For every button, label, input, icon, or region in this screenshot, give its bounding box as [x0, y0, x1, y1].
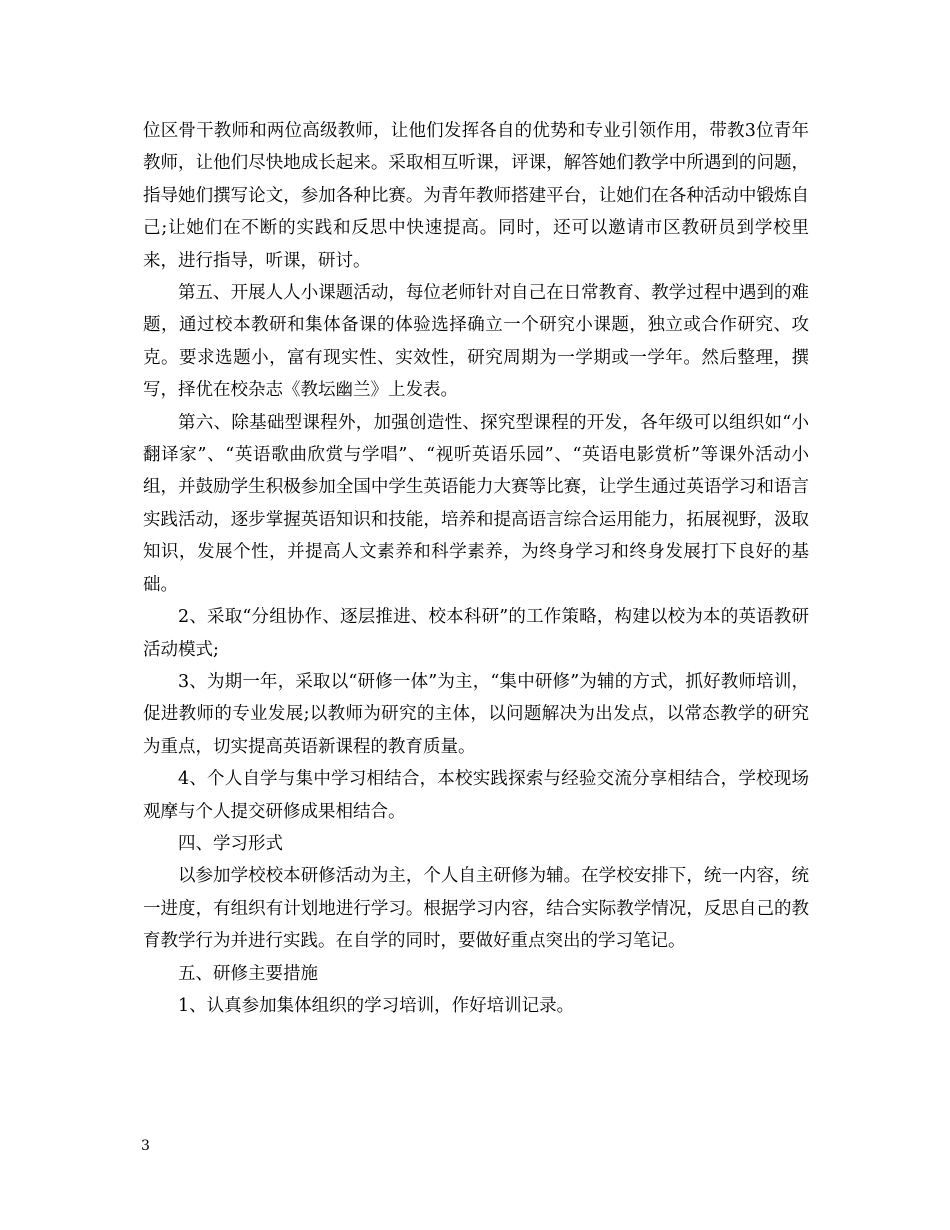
- paragraph-measure-1: 1、认真参加集体组织的学习培训，作好培训记录。: [178, 995, 575, 1016]
- paragraph-item-4-combination: 4、个人自学与集中学习相结合，本校实践探索与经验交流分享相结合，学校现场观摩与个人提交研修成果相结合。: [143, 769, 809, 822]
- paragraph-item-2-strategy: 2、采取“分组协作、逐层推进、校本科研”的工作策略，构建以校为本的英语教研活动模式;: [143, 607, 809, 660]
- paragraph-sixth-courses: 第六、除基础型课程外，加强创造性、探究型课程的开发，各年级可以组织如“小翻译家”、“英语歌曲欣赏与学唱”、“视听英语乐园”、“英语电影赏析”等课外活动小组，并鼓励学生积极参加全国中学生英语能力大赛等比赛，让学生通过英语学习和语言实践活动，逐步掌握英语知识和技能，培养和提高语言综合运用能力，拓展视野，汲取知识，发展个性，并提高人文素养和科学素养，为终身学习和终身发展打下良好的基础。: [143, 412, 809, 595]
- heading-main-measures: 五、研修主要措施: [178, 963, 318, 984]
- paragraph-mentoring: 位区骨干教师和两位高级教师，让他们发挥各自的优势和专业引领作用，带教3位青年教师，让他们尽快地成长起来。采取相互听课，评课，解答她们教学中所遇到的问题，指导她们撰写论文，参加各种比赛。为青年教师搭建平台，让她们在各种活动中锻炼自己;让她们在不断的实践和反思中快速提高。同时，还可以邀请市区教研员到学校里来，进行指导，听课，研讨。: [143, 121, 809, 271]
- paragraph-learning-form: 以参加学校校本研修活动为主，个人自主研修为辅。在学校安排下，统一内容，统一进度，有组织有计划地进行学习。根据学习内容，结合实际教学情况，反思自己的教育教学行为并进行实践。在自学的同时，要做好重点突出的学习笔记。: [143, 866, 809, 952]
- document-body: [143, 115, 809, 1022]
- paragraph-item-3-training: 3、为期一年，采取以“研修一体”为主，“集中研修”为辅的方式，抓好教师培训，促进教师的专业发展;以教师为研究的主体，以问题解决为出发点，以常态教学的研究为重点，切实提高英语新课程的教育质量。: [143, 671, 809, 757]
- page-number: 3: [141, 1138, 150, 1154]
- paragraph-fifth-small-topics: 第五、开展人人小课题活动，每位老师针对自己在日常教育、教学过程中遇到的难题，通过校本教研和集体备课的体验选择确立一个研究小课题，独立或合作研究、攻克。要求选题小，富有现实性、实效性，研究周期为一学期或一学年。然后整理，撰写，择优在校杂志《教坛幽兰》上发表。: [143, 283, 809, 401]
- heading-learning-form: 四、学习形式: [178, 833, 283, 854]
